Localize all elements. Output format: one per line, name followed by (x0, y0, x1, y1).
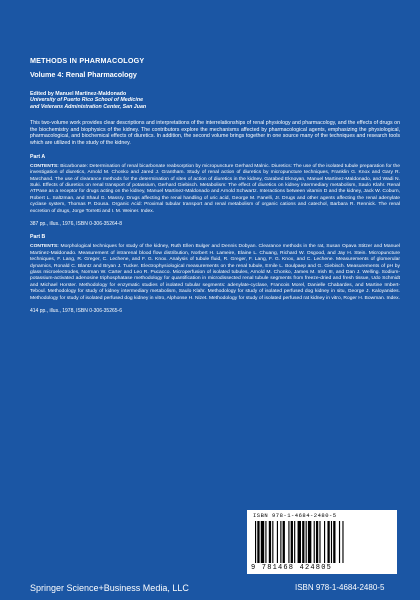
description: This two-volume work provides clear descriptions and interpretations of the interrelationships of renal physiology and pharmacology, and the effects of drugs on the biochemistry and biophysics of the kidney. The contributors explore the mechanisms affected by pharmacological agents, emphasizing the physiological, pharmacological, and biochemical effects of diuretics. In addition, the second volume brings together in one source many of the techniques and research tools which are utilized in the study of the kidney. (30, 120, 400, 146)
footer-isbn: ISBN 978-1-4684-2480-5 (295, 583, 385, 592)
part-b-publication-info: 414 pp., illus., 1978, ISBN 0-306-35265-6 (30, 308, 123, 315)
editor-affiliation-1: University of Puerto Rico School of Medicine (30, 97, 144, 104)
part-a-contents (30, 164, 400, 216)
part-a-contents-text: Bicarbonate: Determination of renal bicarbonate reabsorption by micropuncture Gerhard Malnic. Diuretics: The use of the isolated tubule preparation for the investigation of diuretics, Arnold M. Chonko and Jared J. Grantham. Study of renal action of diuretics by micropuncture techniques, Franklin G. Knox and Gary R. Marchand. The use of clearance methods for the determination of sites of action of diuretics in the kidney, Garabed Eknoyan, Manuel Martinez-Maldonado, and Wadi N. Suki. Effects of diuretics on renal transport of potassium, Gerhard Giebisch. Metabolism: The effect of diuretics on kidney intermediary metabolism, Saulo Klahr. Renal ATPase as a receptor for drugs acting on the kidney, Manuel Martinez-Maldonado and Arnold Schwartz. Interactions between vitamin D and the kidney, Jack W. Coburn, Robert L. Saltzman, and Shaul G. Massry. Drugs affecting the renal handling of uric acid, George M. Fanelli, Jr. Drugs and other agents affecting the renal adenylate cyclase system, Thomas P. Dousa. Organic Acid: Proximal tubular transport and renal metabolism of organic cations and catechol, Barbara R. Rennick. The renal excretion of drugs, Jorge Torretti and I. M. Weiner. Index. (30, 163, 400, 214)
editor-block (30, 91, 400, 110)
barcode-icon (253, 521, 391, 563)
back-cover-text (30, 56, 400, 314)
volume-title: Volume 4: Renal Pharmacology (30, 70, 137, 79)
part-a-contents-label: CONTENTS: (30, 163, 59, 169)
editor-line: Edited by Manuel Martinez-Maldonado (30, 91, 127, 97)
part-a-publication-info: 387 pp., illus., 1976, ISBN 0-306-35264-8 (30, 221, 123, 228)
series-title: METHODS IN PHARMACOLOGY (30, 56, 145, 65)
part-a-label: Part A (30, 153, 46, 160)
barcode-digits: 9 781468 424805 (251, 564, 333, 572)
part-b-label: Part B (30, 234, 46, 241)
barcode-isbn-label: ISBN 978-1-4684-2480-5 (253, 512, 337, 519)
part-b-contents (30, 244, 400, 302)
publisher-name: Springer Science+Business Media, LLC (30, 583, 189, 593)
editor-affiliation-2: and Veterans Administration Center, San Juan (30, 103, 147, 110)
barcode-box (247, 510, 397, 574)
part-b-contents-text: Morphological techniques for study of the kidney, Ruth Ellen Bulger and Dennis Dobyan. Clearance methods in the rat, Susan Opava Stitzer and Manuel Martinez-Maldonado. Measurement of intrarenal blood flow distribution, Norbert H. Lameire, Elaine L. Chuang, Richard W. Osgood, and Jay H. Stein. Micropuncture techniques, F. Lang, R. Greger, C. Lechene, and F. G. Knox. Analysis of tubule fluid, R. Greger, F. Lang, F. G. Knox, and C. Lechene. Measurements of glomerular dynamics, Ronald C. Blantz and Bryan J. Tucker. Electrophysiological measurements on the renal tubule, Emile L. Boulpaep and G. Giebisch. Measurements of pH by glass microelectrodes, Norman W. Carter and Leo R. Pucacco. Microperfusion of isolated tubules, Arnold M. Chonko, James M. Irish III, and Dan J. Welling. Sodium-potassium-activated adenosine triphosphatase methodology for quantification in microdissected renal tubule segments from freeze-dried and fresh tissue, Udo Schmidt and Michael Horster. Methodology for enzymatic studies of isolated tubular segments: adenylate-cyclase, Francois Morel, Danielle Chabardes, and Martine Imbert-Teboul. Methodology for study of kidney intermediary metabolism, Saulo Klahr. Methodology for study of isolated perfused dog kidney in situ, George J. Kaloyanides. Methodology for study of isolated perfused dog kidney in vitro, Alphonse H. Nizet. Methodology for study of isolated perfused rat kidney in vitro, Roger H. Bowman. Index. (30, 244, 400, 301)
part-b-contents-label: CONTENTS: (30, 244, 59, 250)
